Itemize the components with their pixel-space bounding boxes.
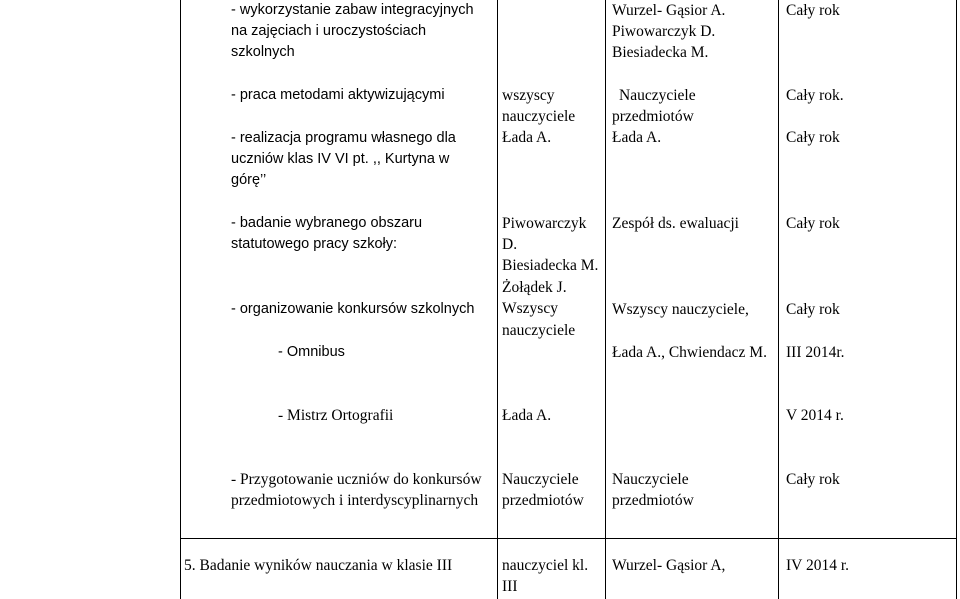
row5-responsible-line2: przedmiotów [612,492,694,509]
column-divider-3 [778,0,779,599]
row3-term-line3: III 2014r. [786,344,845,361]
row1-activity-line2: na zajęciach i uroczystościach [231,23,427,39]
table-border-right [956,0,957,599]
row3-activity-a-line2: statutowego pracy szkoły: [231,236,398,252]
row2-term-line2: Cały rok [786,129,840,146]
table-border-left [180,0,181,599]
row3-responsible-a: Zespół ds. ewaluacji [612,215,739,232]
row2-who-line3: Łada A. [502,129,552,146]
row3-term-line2: Cały rok [786,301,840,318]
row5-who-line2: przedmiotów [502,492,584,509]
row5-responsible-line1: Nauczyciele [612,471,689,488]
row6-responsible: Wurzel- Gąsior A, [612,557,726,574]
row2-responsible-line2: przedmiotów [612,108,694,125]
row2-activity-b-line3: górę’’ [231,172,267,188]
row6-term: IV 2014 r. [786,557,850,574]
row3-who-line1: Piwowarczyk [502,215,587,232]
row2-responsible-line1: Nauczyciele [619,87,696,104]
column-divider-1 [497,0,498,599]
row4-term: V 2014 r. [786,407,844,424]
row4-activity: - Mistrz Ortografii [278,407,394,424]
row2-activity-b-line1: - realizacja programu własnego dla [231,130,456,146]
row2-responsible-line3: Łada A. [612,129,662,146]
row3-who-line4: Żołądek J. [502,279,567,296]
column-divider-2 [605,0,606,599]
row1-responsible-line1: Wurzel- Gąsior A. [612,2,726,19]
row1-activity-line1: - wykorzystanie zabaw integracyjnych [231,2,474,18]
row3-term-line1: Cały rok [786,215,840,232]
row3-who-line2: D. [502,236,518,253]
row1-term: Cały rok [786,2,840,19]
row2-activity-a: - praca metodami aktywizującymi [231,87,445,103]
row3-who-line3: Biesiadecka M. [502,257,599,274]
row3-who-line5: Wszyscy [502,300,558,317]
row2-who-line2: nauczyciele [502,108,576,125]
row6-who-line1: nauczyciel kl. [502,557,589,574]
row2-activity-b-line2: uczniów klas IV VI pt. ,, Kurtyna w [231,151,450,167]
row6-who-line2: III [502,578,518,595]
row5-who-line1: Nauczyciele [502,471,579,488]
row3-who-line6: nauczyciele [502,322,576,339]
row-divider [180,538,957,539]
row3-activity-c: - Omnibus [278,344,345,360]
row3-activity-a-line1: - badanie wybranego obszaru [231,215,423,231]
row1-responsible-line3: Biesiadecka M. [612,44,709,61]
row5-term: Cały rok [786,471,840,488]
row5-activity-line1: - Przygotowanie uczniów do konkursów [231,471,482,488]
row3-responsible-b: Wszyscy nauczyciele, [612,301,749,318]
row1-activity-line3: szkolnych [231,44,295,60]
row2-term-line1: Cały rok. [786,87,844,104]
row3-activity-b: - organizowanie konkursów szkolnych [231,301,475,317]
row4-who: Łada A. [502,407,552,424]
row2-who-line1: wszyscy [502,87,555,104]
row5-activity-line2: przedmiotowych i interdyscyplinarnych [231,492,479,509]
row3-responsible-c: Łada A., Chwiendacz M. [612,344,767,361]
row6-activity: 5. Badanie wyników nauczania w klasie III [184,557,453,574]
row1-responsible-line2: Piwowarczyk D. [612,23,716,40]
